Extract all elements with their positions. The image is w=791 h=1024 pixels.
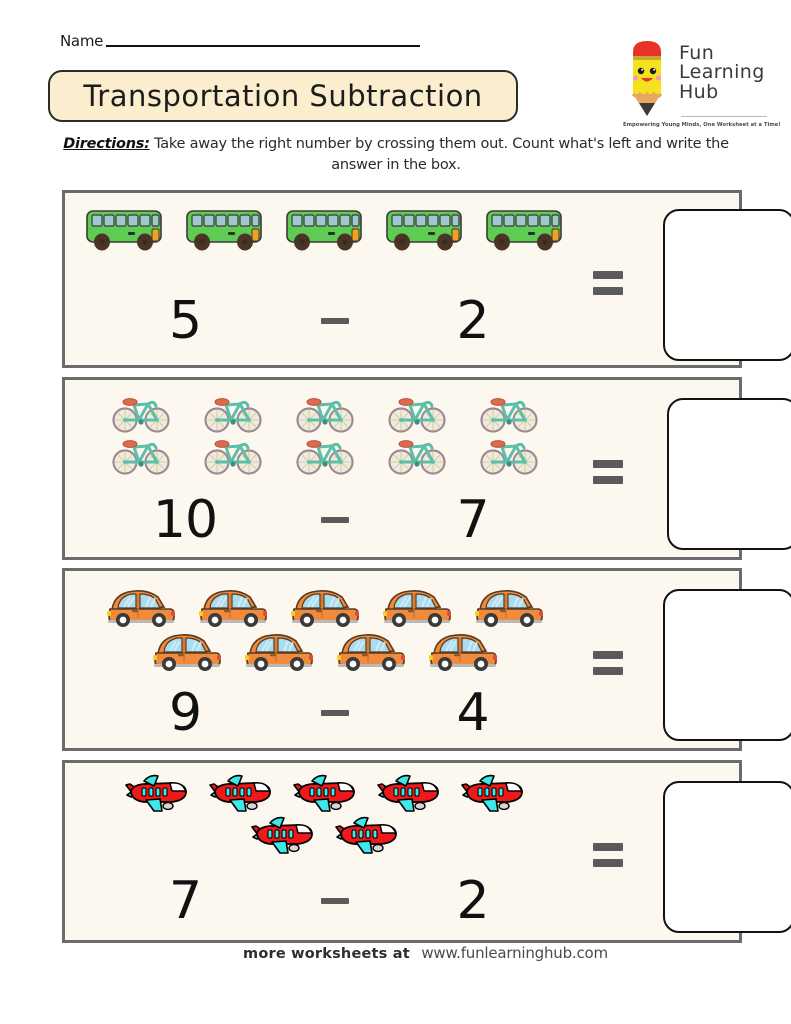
bicycle-icon[interactable] bbox=[97, 434, 185, 476]
icon-line bbox=[65, 815, 585, 857]
minuend: 5 bbox=[168, 291, 202, 351]
bus-icon[interactable] bbox=[477, 207, 573, 253]
page-title: Transportation Subtraction bbox=[83, 79, 483, 113]
name-field-row bbox=[60, 32, 420, 50]
car-icon[interactable] bbox=[281, 585, 369, 629]
directions-text: Take away the right number by crossing them out. Count what's left and write the answer in the box. bbox=[154, 136, 729, 174]
bus-icon[interactable] bbox=[377, 207, 473, 253]
bicycle-icon[interactable] bbox=[373, 434, 461, 476]
airplane-icon[interactable] bbox=[201, 773, 281, 815]
logo-wordmark bbox=[679, 44, 765, 102]
footer-url[interactable]: www.funlearninghub.com bbox=[421, 944, 608, 962]
bicycle-icon[interactable] bbox=[281, 434, 369, 476]
bicycle-icon[interactable] bbox=[465, 392, 553, 434]
car-icon[interactable] bbox=[189, 585, 277, 629]
airplane-icon[interactable] bbox=[327, 815, 407, 857]
equation bbox=[65, 683, 585, 743]
icon-group-car bbox=[65, 571, 585, 673]
bicycle-icon[interactable] bbox=[373, 392, 461, 434]
airplane-icon[interactable] bbox=[285, 773, 365, 815]
logo-divider bbox=[681, 116, 767, 117]
footer bbox=[0, 944, 791, 963]
car-icon[interactable] bbox=[373, 585, 461, 629]
footer-label: more worksheets at bbox=[243, 946, 410, 962]
equals-sign-icon bbox=[593, 271, 623, 295]
answer-box[interactable] bbox=[663, 589, 791, 741]
minuend: 9 bbox=[168, 683, 202, 743]
problem-row bbox=[62, 377, 742, 560]
minus-sign-icon bbox=[305, 318, 365, 324]
worksheet-title-banner bbox=[48, 70, 518, 122]
subtrahend: 4 bbox=[456, 683, 489, 743]
icon-line bbox=[65, 207, 585, 253]
minuend: 7 bbox=[168, 871, 202, 931]
pencil-mascot-icon bbox=[619, 38, 675, 122]
answer-box[interactable] bbox=[667, 398, 791, 550]
problem-row bbox=[62, 760, 742, 943]
airplane-icon[interactable] bbox=[453, 773, 533, 815]
bicycle-icon[interactable] bbox=[189, 434, 277, 476]
car-icon[interactable] bbox=[235, 629, 323, 673]
bus-icon[interactable] bbox=[177, 207, 273, 253]
name-label: Name bbox=[60, 32, 104, 50]
equation bbox=[65, 490, 585, 550]
equals-sign-icon bbox=[593, 651, 623, 675]
brand-logo bbox=[617, 38, 781, 134]
icon-line bbox=[65, 629, 585, 673]
icon-group-airplane bbox=[65, 763, 585, 857]
subtrahend: 2 bbox=[456, 871, 489, 931]
minus-sign-icon bbox=[305, 898, 365, 904]
airplane-icon[interactable] bbox=[117, 773, 197, 815]
car-icon[interactable] bbox=[97, 585, 185, 629]
minus-sign-icon bbox=[305, 517, 365, 523]
equation bbox=[65, 291, 585, 351]
equation bbox=[65, 871, 585, 931]
bicycle-icon[interactable] bbox=[281, 392, 369, 434]
car-icon[interactable] bbox=[465, 585, 553, 629]
minuend: 10 bbox=[152, 490, 218, 550]
airplane-icon[interactable] bbox=[243, 815, 323, 857]
subtrahend: 2 bbox=[456, 291, 489, 351]
logo-line-3: Hub bbox=[679, 80, 719, 103]
name-write-line[interactable] bbox=[106, 45, 420, 47]
icon-line bbox=[65, 392, 585, 434]
answer-box[interactable] bbox=[663, 781, 791, 933]
directions-label: Directions: bbox=[63, 136, 150, 152]
bus-icon[interactable] bbox=[277, 207, 373, 253]
problem-row bbox=[62, 568, 742, 751]
subtrahend: 7 bbox=[456, 490, 489, 550]
icon-line bbox=[65, 773, 585, 815]
answer-box[interactable] bbox=[663, 209, 791, 361]
equals-sign-icon bbox=[593, 460, 623, 484]
car-icon[interactable] bbox=[327, 629, 415, 673]
problem-row bbox=[62, 190, 742, 368]
equals-sign-icon bbox=[593, 843, 623, 867]
directions-block bbox=[58, 134, 734, 176]
minus-sign-icon bbox=[305, 710, 365, 716]
airplane-icon[interactable] bbox=[369, 773, 449, 815]
logo-tagline: Empowering Young Minds, One Worksheet at a Time! bbox=[623, 122, 781, 128]
bus-icon[interactable] bbox=[77, 207, 173, 253]
car-icon[interactable] bbox=[419, 629, 507, 673]
icon-group-bicycle bbox=[65, 380, 585, 476]
bicycle-icon[interactable] bbox=[97, 392, 185, 434]
bicycle-icon[interactable] bbox=[189, 392, 277, 434]
bicycle-icon[interactable] bbox=[465, 434, 553, 476]
logo-line-2: Learning bbox=[679, 61, 765, 84]
logo-line-1: Fun bbox=[679, 42, 715, 64]
icon-line bbox=[65, 434, 585, 476]
icon-line bbox=[65, 585, 585, 629]
car-icon[interactable] bbox=[143, 629, 231, 673]
icon-group-bus bbox=[65, 193, 585, 253]
